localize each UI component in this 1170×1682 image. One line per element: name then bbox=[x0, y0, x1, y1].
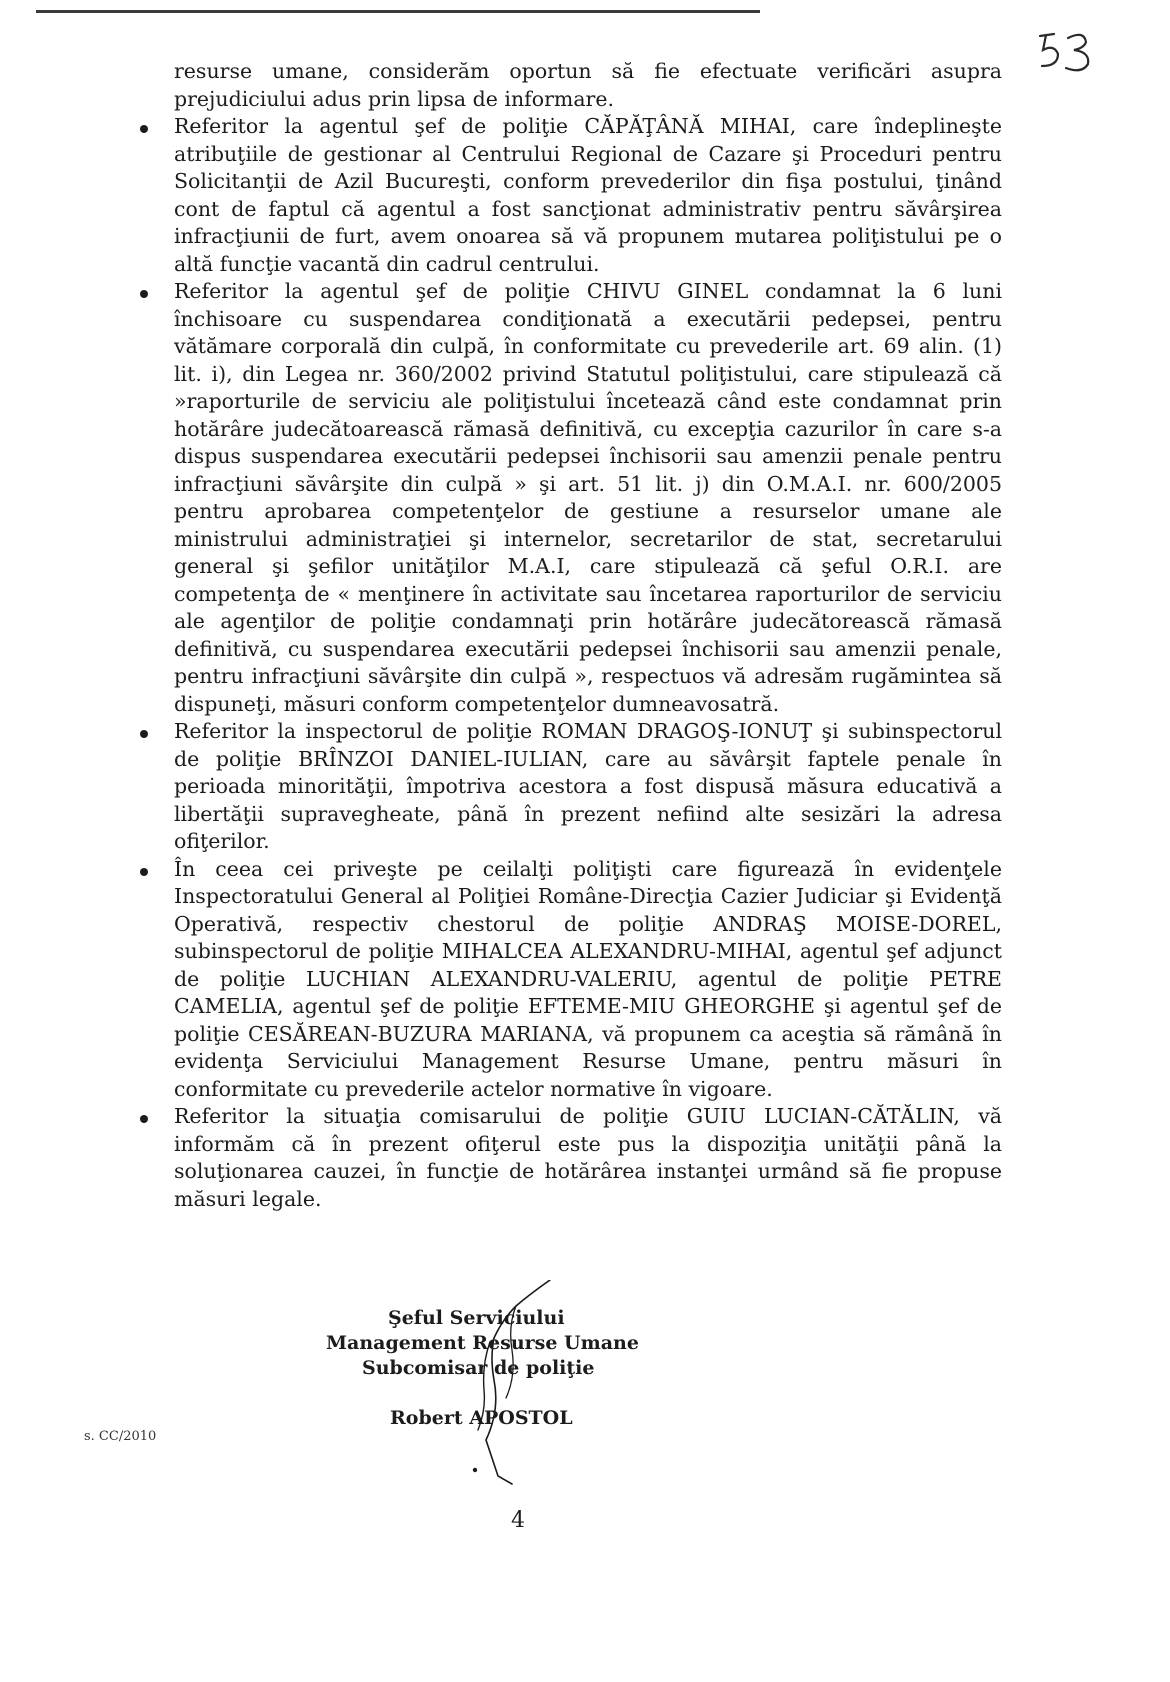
list-item bbox=[108, 278, 1002, 718]
list-item bbox=[108, 1103, 1002, 1213]
list-item-text: În ceea cei priveşte pe ceilalţi poliţişti care figurează în evidenţele Inspectoratului General al Poliţiei Române-Direcţia Cazier Judiciar şi Evidenţă Operativă, respectiv chestorul de poliţie ANDRAŞ MOISE-DOREL, subinspectorul de poliţie MIHALCEA ALEXANDRU-MIHAI, agentul şef adjunct de poliţie LUCHIAN ALEXANDRU-VALERIU, agentul de poliţie PETRE CAMELIA, agentul şef de poliţie EFTEME-MIU GHEORGHE şi agentul şef de poliţie CESĂREAN-BUZURA MARIANA, vă propunem ca aceştia să rămână în evidenţa Serviciului Management Resurse Umane, pentru măsuri în conformitate cu prevederile actelor normative în vigoare. bbox=[174, 856, 1002, 1101]
bullet-icon bbox=[140, 730, 148, 738]
signatory-title: Şeful Serviciului bbox=[388, 1307, 565, 1329]
list-item bbox=[108, 113, 1002, 278]
signatory-name: Robert APOSTOL bbox=[390, 1407, 573, 1429]
signatory-department: Management Resurse Umane bbox=[326, 1332, 639, 1354]
list-item-text: Referitor la situaţia comisarului de poliţie GUIU LUCIAN-CĂTĂLIN, vă informăm că în prezent ofiţerul este pus la dispoziţia unităţii până la soluţionarea cauzei, în funcţie de hotărârea instanţei urmând să fie propuse măsuri legale. bbox=[174, 1104, 1002, 1211]
list-item-text: Referitor la inspectorul de poliţie ROMAN DRAGOŞ-IONUŢ şi subinspectorul de poliţie BRÎNZOI DANIEL-IULIAN, care au săvârşit faptele penale în perioada minorităţii, împotriva acestora a fost dispusă măsura educativă a libertăţii supravegheate, până în prezent nefiind alte sesizări la adresa ofiţerilor. bbox=[174, 719, 1002, 853]
signatory-rank: Subcomisar de poliţie bbox=[362, 1357, 595, 1379]
document-code: s. CC/2010 bbox=[84, 1429, 157, 1444]
page-number: 4 bbox=[511, 1508, 525, 1533]
list-item bbox=[108, 718, 1002, 856]
bullet-icon bbox=[140, 1115, 148, 1123]
bullet-icon bbox=[140, 290, 148, 298]
top-border-line bbox=[36, 10, 760, 13]
bullet-list bbox=[108, 113, 1002, 1213]
bullet-icon bbox=[140, 868, 148, 876]
document-body bbox=[108, 58, 1002, 1213]
list-item-text: Referitor la agentul şef de poliţie CĂPĂŢÂNĂ MIHAI, care îndeplineşte atribuţiile de gestionar al Centrului Regional de Cazare şi Proceduri pentru Solicitanţii de Azil Bucureşti, conform prevederilor din fişa postului, ţinând cont de faptul că agentul a fost sancţionat administrativ pentru săvârşirea infracţiunii de furt, avem onoarea să vă propunem mutarea poliţistului pe o altă funcţie vacantă din cadrul centrului. bbox=[174, 114, 1002, 276]
handwritten-page-number bbox=[1032, 26, 1106, 78]
list-item bbox=[108, 856, 1002, 1104]
handwritten-signature-icon bbox=[420, 1280, 620, 1490]
intro-paragraph: resurse umane, considerăm oportun să fie efectuate verificări asupra prejudiciului adus prin lipsa de informare. bbox=[174, 59, 1002, 111]
list-item-text: Referitor la agentul şef de poliţie CHIVU GINEL condamnat la 6 luni închisoare cu suspendarea condiţionată a executării pedepsei, pentru vătămare corporală din culpă, în conformitate cu prevederile art. 69 alin. (1) lit. i), din Legea nr. 360/2002 privind Statutul poliţistului, care stipulează că »raporturile de serviciu ale poliţistului încetează când este condamnat prin hotărâre judecătoarească rămasă definitivă, cu excepţia cazurilor în care s-a dispus suspendarea executării pedepsei închisorii sau amenzii penale pentru infracţiuni săvârşite din culpă » şi art. 51 lit. j) din O.M.A.I. nr. 600/2005 pentru aprobarea competenţelor de gestiune a resurselor umane ale ministrului administraţiei şi internelor, secretarilor de stat, secretarului general şi şefilor unităţilor M.A.I, care stipulează că şeful O.R.I. are competenţa de « menţinere în activitate sau încetarea raporturilor de serviciu ale agenţilor de poliţie condamnaţi prin hotărâre judecătorească rămasă definitivă, cu suspendarea executării pedepsei închisorii sau amenzii penale, pentru infracţiuni săvârşite din culpă », respectuos vă adresăm rugămintea să dispuneţi, măsuri conform competenţelor dumneavosatră. bbox=[174, 279, 1002, 716]
bullet-icon bbox=[140, 125, 148, 133]
